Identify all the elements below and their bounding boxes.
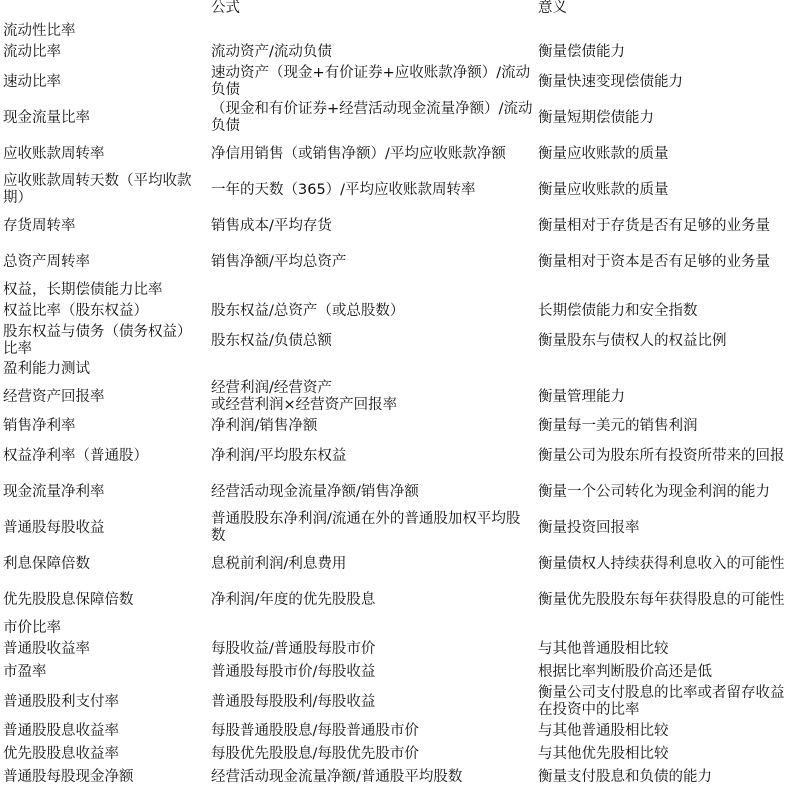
table-row (3, 64, 795, 100)
meaning-cell: 衡量股东与债权人的权益比例 (538, 332, 727, 349)
ratio-name-cell: 优先股股息收益率 (3, 746, 119, 762)
table-row (3, 766, 795, 789)
ratio-name-cell: 利息保障倍数 (3, 555, 90, 572)
meaning-cell: 衡量优先股股东每年获得股息的可能性 (538, 591, 785, 608)
meaning-cell: 衡量偿债能力 (538, 44, 625, 60)
table-row (3, 41, 795, 64)
header-name (3, 0, 211, 21)
meaning-cell: 衡量应收账款的质量 (538, 145, 669, 162)
table-row (3, 379, 795, 415)
table-row (3, 474, 795, 510)
formula-cell: 股东权益/负债总额 (211, 332, 332, 349)
table-row (3, 743, 795, 766)
ratio-name-cell: 应收账款周转率 (3, 145, 105, 162)
formula-cell: 一年的天数（365）/平均应收账款周转率 (211, 181, 476, 198)
ratio-name-cell: 普通股股息收益率 (3, 723, 119, 739)
ratio-name-cell: 普通股收益率 (3, 641, 90, 657)
formula-cell: 速动资产（现金+有价证券+应收账款净额）/流动负债 (211, 65, 531, 98)
ratio-name-cell: 总资产周转率 (3, 253, 90, 270)
table-row (3, 438, 795, 474)
meaning-cell: 长期偿债能力和安全指数 (538, 303, 698, 319)
ratio-name-cell: 普通股股利支付率 (3, 693, 119, 710)
ratio-name-cell: 速动比率 (3, 73, 61, 90)
table-row (3, 415, 795, 438)
section-header-row (3, 618, 795, 638)
meaning-cell: 衡量债权人持续获得利息收入的可能性 (538, 555, 785, 572)
ratio-name-cell: 普通股每股现金净额 (3, 769, 134, 785)
section-title: 权益，长期偿债能力比率 (3, 281, 163, 298)
ratio-name-cell: 股东权益与债务（债务权益）比率 (3, 324, 192, 357)
formula-cell: 息税前利润/利息费用 (211, 555, 347, 572)
ratio-name-cell: 现金流量净利率 (3, 483, 105, 500)
table-row (3, 661, 795, 684)
table-row (3, 172, 795, 208)
section-header-row (3, 280, 795, 300)
table-row (3, 684, 795, 720)
ratio-name-cell: 应收账款周转天数（平均收款期） (3, 173, 192, 206)
meaning-cell: 衡量公司为股东所有投资所带来的回报 (538, 447, 785, 464)
section-header-row (3, 21, 795, 41)
ratio-name-cell: 流动比率 (3, 44, 61, 60)
header-meaning: 意义 (538, 0, 567, 16)
table-body (3, 21, 795, 789)
formula-cell: 经营活动现金流量净额/普通股平均股数 (211, 769, 463, 785)
formula-cell: 普通股股东净利润/流通在外的普通股加权平均股数 (211, 511, 521, 544)
table-row (3, 582, 795, 618)
formula-cell: 股东权益/总资产（或总股数） (211, 303, 405, 319)
formula-cell: 净利润/平均股东权益 (211, 447, 347, 464)
table-row (3, 546, 795, 582)
meaning-cell: 衡量投资回报率 (538, 519, 640, 536)
formula-cell: 每股收益/普通股每股市价 (211, 641, 376, 657)
meaning-cell: 衡量快速变现偿债能力 (538, 73, 683, 90)
formula-cell: 净利润/销售净额 (211, 418, 318, 434)
section-title: 盈利能力测试 (3, 360, 90, 377)
header-formula: 公式 (211, 0, 240, 16)
formula-cell: 流动资产/流动负债 (211, 44, 332, 60)
ratio-name-cell: 普通股每股收益 (3, 519, 105, 536)
ratio-name-cell: 优先股股息保障倍数 (3, 591, 134, 608)
table-row (3, 510, 795, 546)
meaning-cell: 与其他普通股相比较 (538, 723, 669, 739)
meaning-cell: 衡量公司支付股息的比率或者留存收益在投资中的比率 (538, 685, 785, 718)
meaning-cell: 衡量短期偿债能力 (538, 109, 654, 126)
meaning-cell: 衡量支付股息和负债的能力 (538, 769, 712, 785)
header-row (3, 0, 795, 21)
table-row (3, 208, 795, 244)
meaning-cell: 与其他普通股相比较 (538, 641, 669, 657)
table-row (3, 720, 795, 743)
formula-cell: 净利润/年度的优先股股息 (211, 591, 376, 608)
ratio-name-cell: 销售净利率 (3, 418, 76, 434)
table-row (3, 300, 795, 323)
meaning-cell: 根据比率判断股价高还是低 (538, 664, 712, 680)
table-row (3, 100, 795, 136)
meaning-cell: 衡量管理能力 (538, 388, 625, 405)
section-title: 流动性比率 (3, 22, 76, 39)
table-header (3, 0, 795, 21)
meaning-cell: 衡量应收账款的质量 (538, 181, 669, 198)
formula-cell: 经营利润/经营资产 或经营利润×经营资产回报率 (211, 380, 398, 413)
formula-cell: 普通股每股股利/每股收益 (211, 693, 376, 710)
formula-cell: 普通股每股市价/每股收益 (211, 664, 376, 680)
table-row (3, 136, 795, 172)
formula-cell: 销售成本/平均存货 (211, 217, 332, 234)
ratio-table (3, 0, 795, 789)
ratio-name-cell: 市盈率 (3, 664, 47, 680)
meaning-cell: 衡量每一美元的销售利润 (538, 418, 698, 434)
table-row (3, 638, 795, 661)
formula-cell: 每股优先股股息/每股优先股市价 (211, 746, 419, 762)
table-row (3, 244, 795, 280)
section-header-row (3, 359, 795, 379)
ratio-name-cell: 权益比率（股东权益） (3, 303, 148, 319)
formula-cell: 净信用销售（或销售净额）/平均应收账款净额 (211, 145, 506, 162)
formula-cell: 每股普通股股息/每股普通股市价 (211, 723, 419, 739)
formula-cell: 销售净额/平均总资产 (211, 253, 347, 270)
formula-cell: 经营活动现金流量净额/销售净额 (211, 483, 419, 500)
meaning-cell: 衡量相对于资本是否有足够的业务量 (538, 253, 770, 270)
ratio-name-cell: 权益净利率（普通股） (3, 447, 148, 464)
formula-cell: （现金和有价证券+经营活动现金流量净额）/流动负债 (211, 101, 533, 134)
ratio-name-cell: 存货周转率 (3, 217, 76, 234)
meaning-cell: 与其他优先股相比较 (538, 746, 669, 762)
table-row (3, 323, 795, 359)
ratio-name-cell: 现金流量比率 (3, 109, 90, 126)
ratio-name-cell: 经营资产回报率 (3, 388, 105, 405)
meaning-cell: 衡量相对于存货是否有足够的业务量 (538, 217, 770, 234)
section-title: 市价比率 (3, 619, 61, 636)
meaning-cell: 衡量一个公司转化为现金利润的能力 (538, 483, 770, 500)
